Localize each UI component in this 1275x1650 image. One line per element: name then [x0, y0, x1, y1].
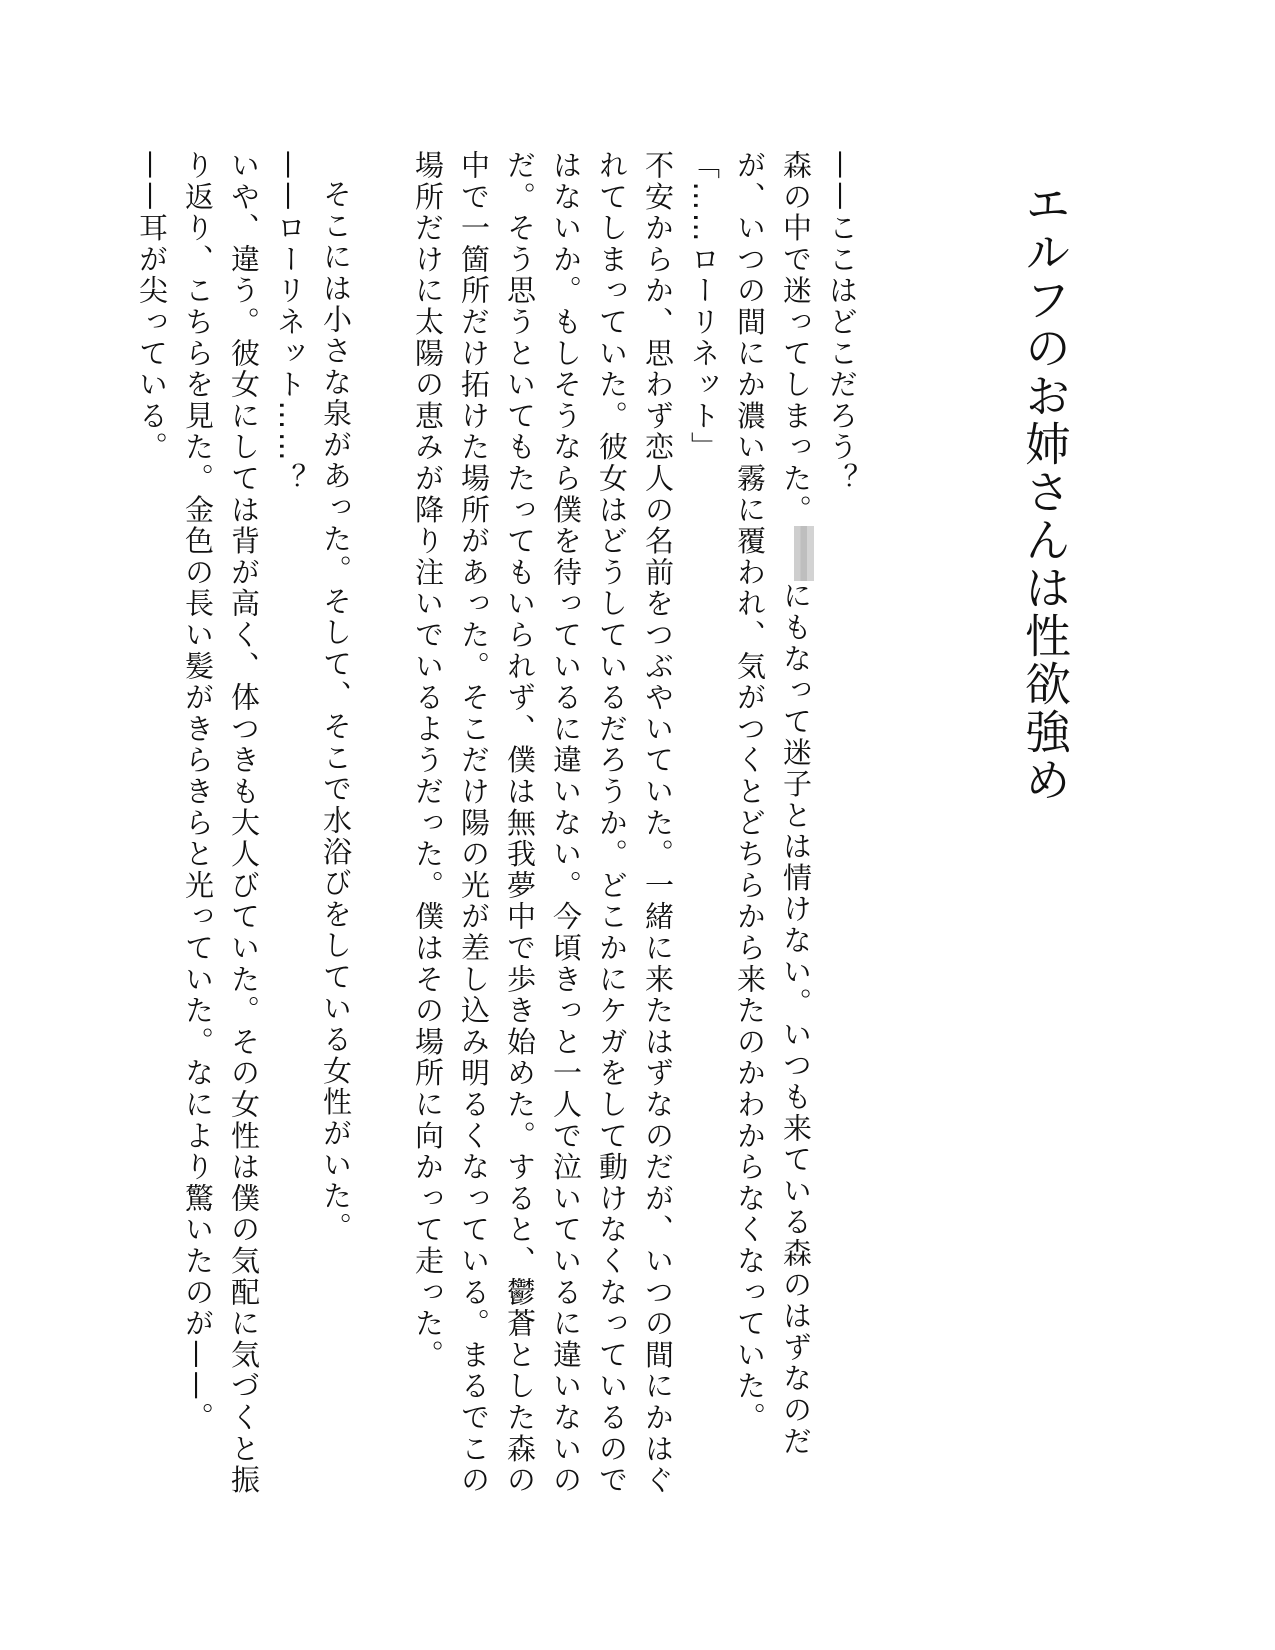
- page-title: エルフのお姉さんは性欲強め: [1018, 180, 1072, 804]
- paragraph-5: そこには小さな泉があった。そして、そこで水浴びをしている女性がいた。: [319, 179, 353, 1244]
- body-text: [135, 150, 865, 1500]
- paragraph-3: 「……ローリネット」: [687, 150, 721, 463]
- paragraph-1: ——ここはどこだろう？: [825, 150, 859, 495]
- paragraph-7: いや、違う。彼女にしては背が高く、体つきも大人びていた。その女性は僕の気配に気づくと振り返り、こちらを見た。金色の長い髪がきらきらと光っていた。なにより驚いたのが——。: [181, 150, 261, 1496]
- paragraph-4: 不安からか、思わず恋人の名前をつぶやいていた。一緒に来たはずなのだが、いつの間にかはぐれてしまっていた。彼女はどうしているだろうか。どこかにケガをして動けなくなっているのではないか。もしそうなら僕を待っているに違いない。今頃きっと一人で泣いているに違いないのだ。そう思うといてもたってもいられず、僕は無我夢中で歩き始めた。すると、鬱蒼とした森の中で一箇所だけ拓けた場所があった。そこだけ陽の光が差し込み明るくなっている。まるでこの場所だけに太陽の恵みが降り注いでいるようだった。僕はその場所に向かって走った。: [411, 150, 675, 1496]
- paragraph-6: ——ローリネット……？: [273, 150, 307, 495]
- paragraph-2: [727, 150, 819, 1500]
- paragraph-2-part-1: 森の中で迷ってしまった。: [779, 150, 813, 526]
- blank-line: [359, 150, 405, 1500]
- paragraph-8: ——耳が尖っている。: [135, 150, 169, 463]
- paragraph-2-part-2: にもなって迷子とは情けない。いつも来ている森のはずなのだが、いつの間にか濃い霧に覆われ、気がつくとどちらから来たのかわからなくなっていた。: [733, 150, 813, 1458]
- censor-mosaic: [794, 526, 814, 581]
